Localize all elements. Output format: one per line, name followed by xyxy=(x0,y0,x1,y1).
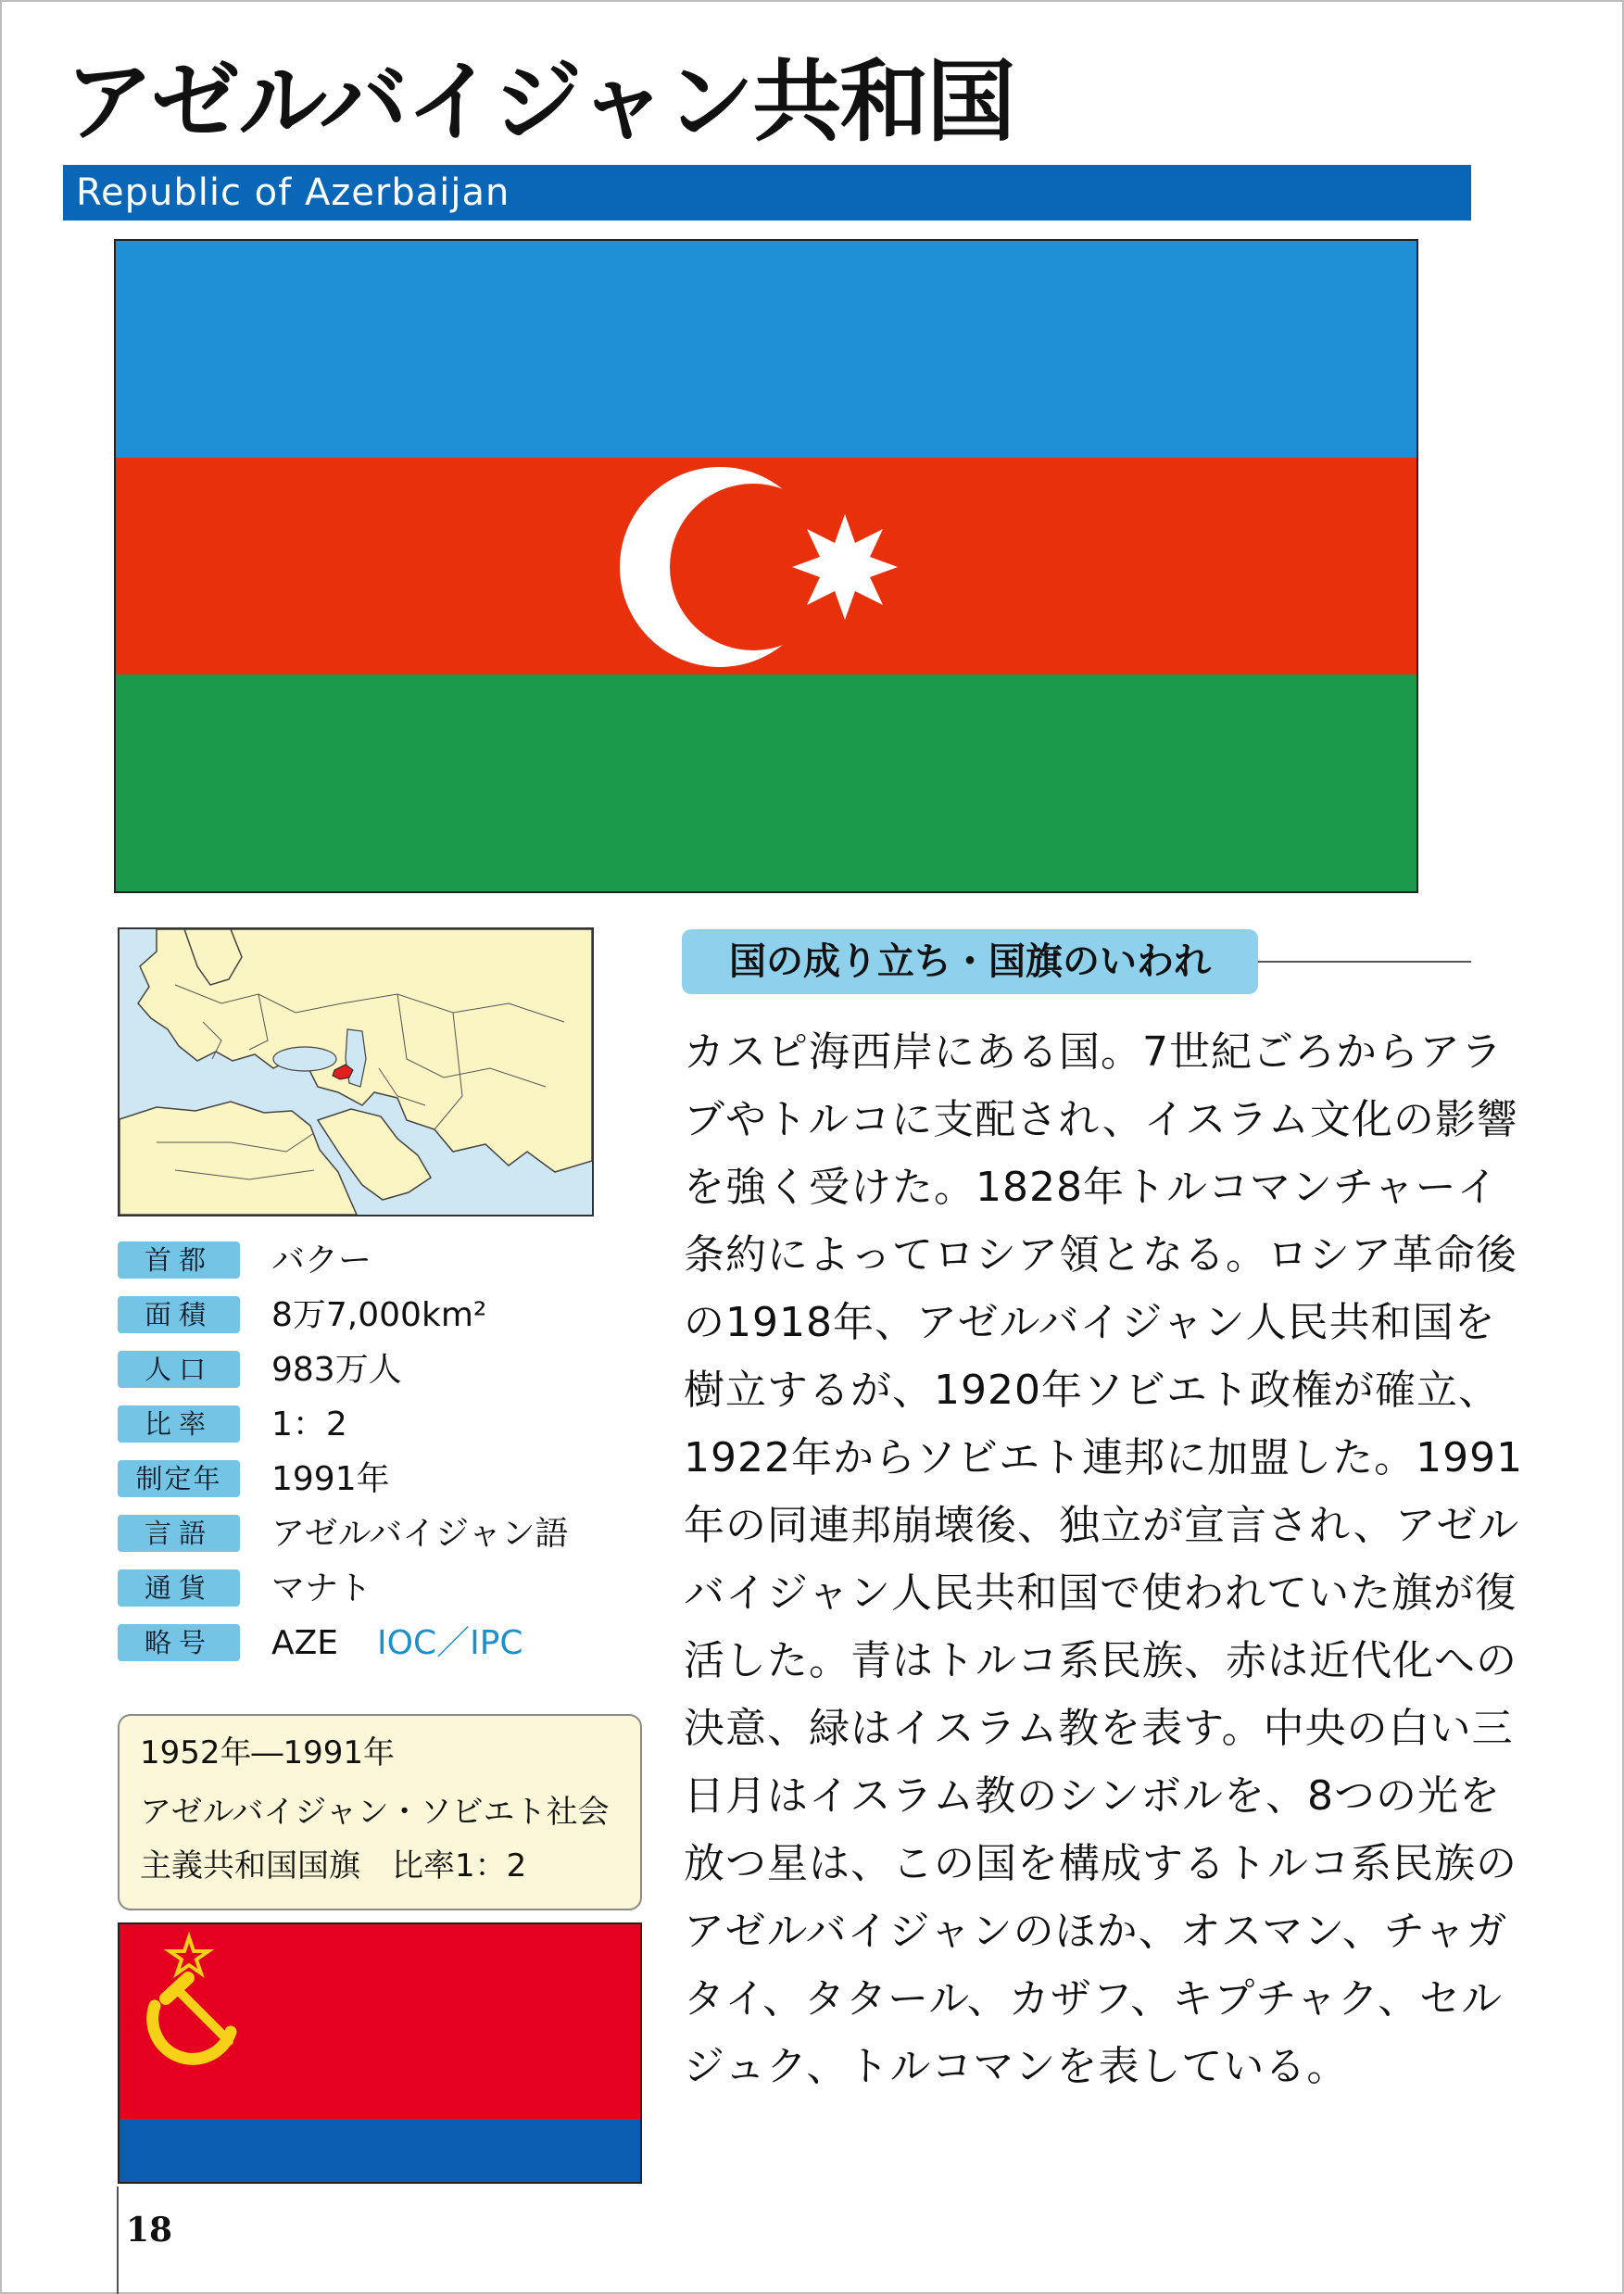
info-label: 言語 xyxy=(118,1515,240,1552)
soviet-flag-graphic xyxy=(120,1924,640,2182)
info-row-adopted xyxy=(118,1458,636,1501)
info-row-ratio xyxy=(118,1404,636,1446)
info-value: マナト xyxy=(271,1569,372,1607)
info-label: 人口 xyxy=(118,1351,240,1388)
soviet-flag-red-field xyxy=(120,1924,640,2119)
text-line: を強く受けた。1828年トルコマンチャーイ xyxy=(684,1164,1499,1211)
info-label: 比率 xyxy=(118,1405,240,1443)
info-value: 1991年 xyxy=(271,1460,390,1498)
text-line: 決意、緑はイスラム教を表す。中央の白い三 xyxy=(684,1705,1514,1752)
info-label: 首都 xyxy=(118,1242,240,1279)
info-label: 通貨 xyxy=(118,1569,240,1607)
info-label: 略号 xyxy=(118,1624,240,1661)
caption-line: 主義共和国国旗 比率1：2 xyxy=(140,1847,527,1884)
info-row-area xyxy=(118,1294,636,1337)
azerbaijan-flag-graphic xyxy=(116,241,1416,891)
text-line: 放つ星は、この国を構成するトルコ系民族の xyxy=(684,1840,1517,1887)
flag-stripe-green xyxy=(116,674,1416,891)
map-black-sea xyxy=(273,1047,336,1071)
text-line: カスピ海西岸にある国。7世紀ごろからアラ xyxy=(684,1028,1503,1076)
text-line: ブやトルコに支配され、イスラム文化の影響 xyxy=(684,1096,1518,1143)
text-line: 条約によってロシア領となる。ロシア革命後 xyxy=(684,1231,1517,1279)
info-row-language xyxy=(118,1513,636,1556)
text-line: 樹立するが、1920年ソビエト政権が確立、 xyxy=(684,1367,1500,1414)
info-value: バクー xyxy=(271,1242,372,1279)
subtitle-bar xyxy=(63,165,1471,221)
text-line: 年の同連邦崩壊後、独立が宣言され、アゼル xyxy=(684,1502,1520,1549)
info-row-code xyxy=(118,1622,636,1665)
info-row-capital xyxy=(118,1240,636,1282)
text-line: 活した。青はトルコ系民族、赤は近代化への xyxy=(684,1637,1517,1684)
info-value: 1：2 xyxy=(271,1405,347,1443)
ioc-ipc-label: IOC／IPC xyxy=(377,1624,523,1662)
soviet-azerbaijan-flag xyxy=(118,1922,642,2184)
info-row-population xyxy=(118,1349,636,1392)
page-title: アゼルバイジャン共和国 xyxy=(65,50,1014,154)
caption-line: 1952年―1991年 xyxy=(140,1734,396,1771)
text-line: 1922年からソビエト連邦に加盟した。1991 xyxy=(684,1434,1524,1481)
section-heading: 国の成り立ち・国旗のいわれ xyxy=(682,929,1258,994)
text-line: バイジャン人民共和国で使われていた旗が復 xyxy=(684,1569,1517,1617)
info-value: 8万7,000km² xyxy=(271,1296,487,1334)
info-value: 983万人 xyxy=(271,1351,402,1389)
locator-map xyxy=(118,927,594,1216)
info-label: 面積 xyxy=(118,1296,240,1333)
text-line: タイ、タタール、カザフ、キプチャク、セル xyxy=(684,1975,1504,2023)
text-line: の1918年、アゼルバイジャン人民共和国を xyxy=(684,1299,1496,1346)
page-number: 18 xyxy=(126,2211,173,2250)
country-english-name: Republic of Azerbaijan xyxy=(76,171,510,214)
info-value: AZE xyxy=(271,1624,339,1662)
info-row-currency xyxy=(118,1568,636,1610)
info-value: アゼルバイジャン語 xyxy=(271,1515,569,1553)
section-rule xyxy=(1258,961,1471,963)
info-label: 制定年 xyxy=(118,1460,240,1497)
caption-line: アゼルバイジャン・ソビエト社会 xyxy=(140,1794,610,1831)
locator-map-graphic xyxy=(120,929,592,1215)
text-line: 日月はイスラム教のシンボルを、8つの光を xyxy=(684,1772,1502,1820)
historical-flag-caption xyxy=(118,1714,642,1910)
text-line: アゼルバイジャンのほか、オスマン、チャガ xyxy=(684,1908,1508,1955)
soviet-flag-blue-stripe xyxy=(120,2119,640,2182)
page-margin-rule xyxy=(117,2187,119,2294)
flag-stripe-blue xyxy=(116,241,1416,458)
azerbaijan-flag xyxy=(114,239,1418,893)
eight-pointed-star-icon xyxy=(792,514,898,620)
text-line: ジュク、トルコマンを表している。 xyxy=(684,2043,1349,2090)
